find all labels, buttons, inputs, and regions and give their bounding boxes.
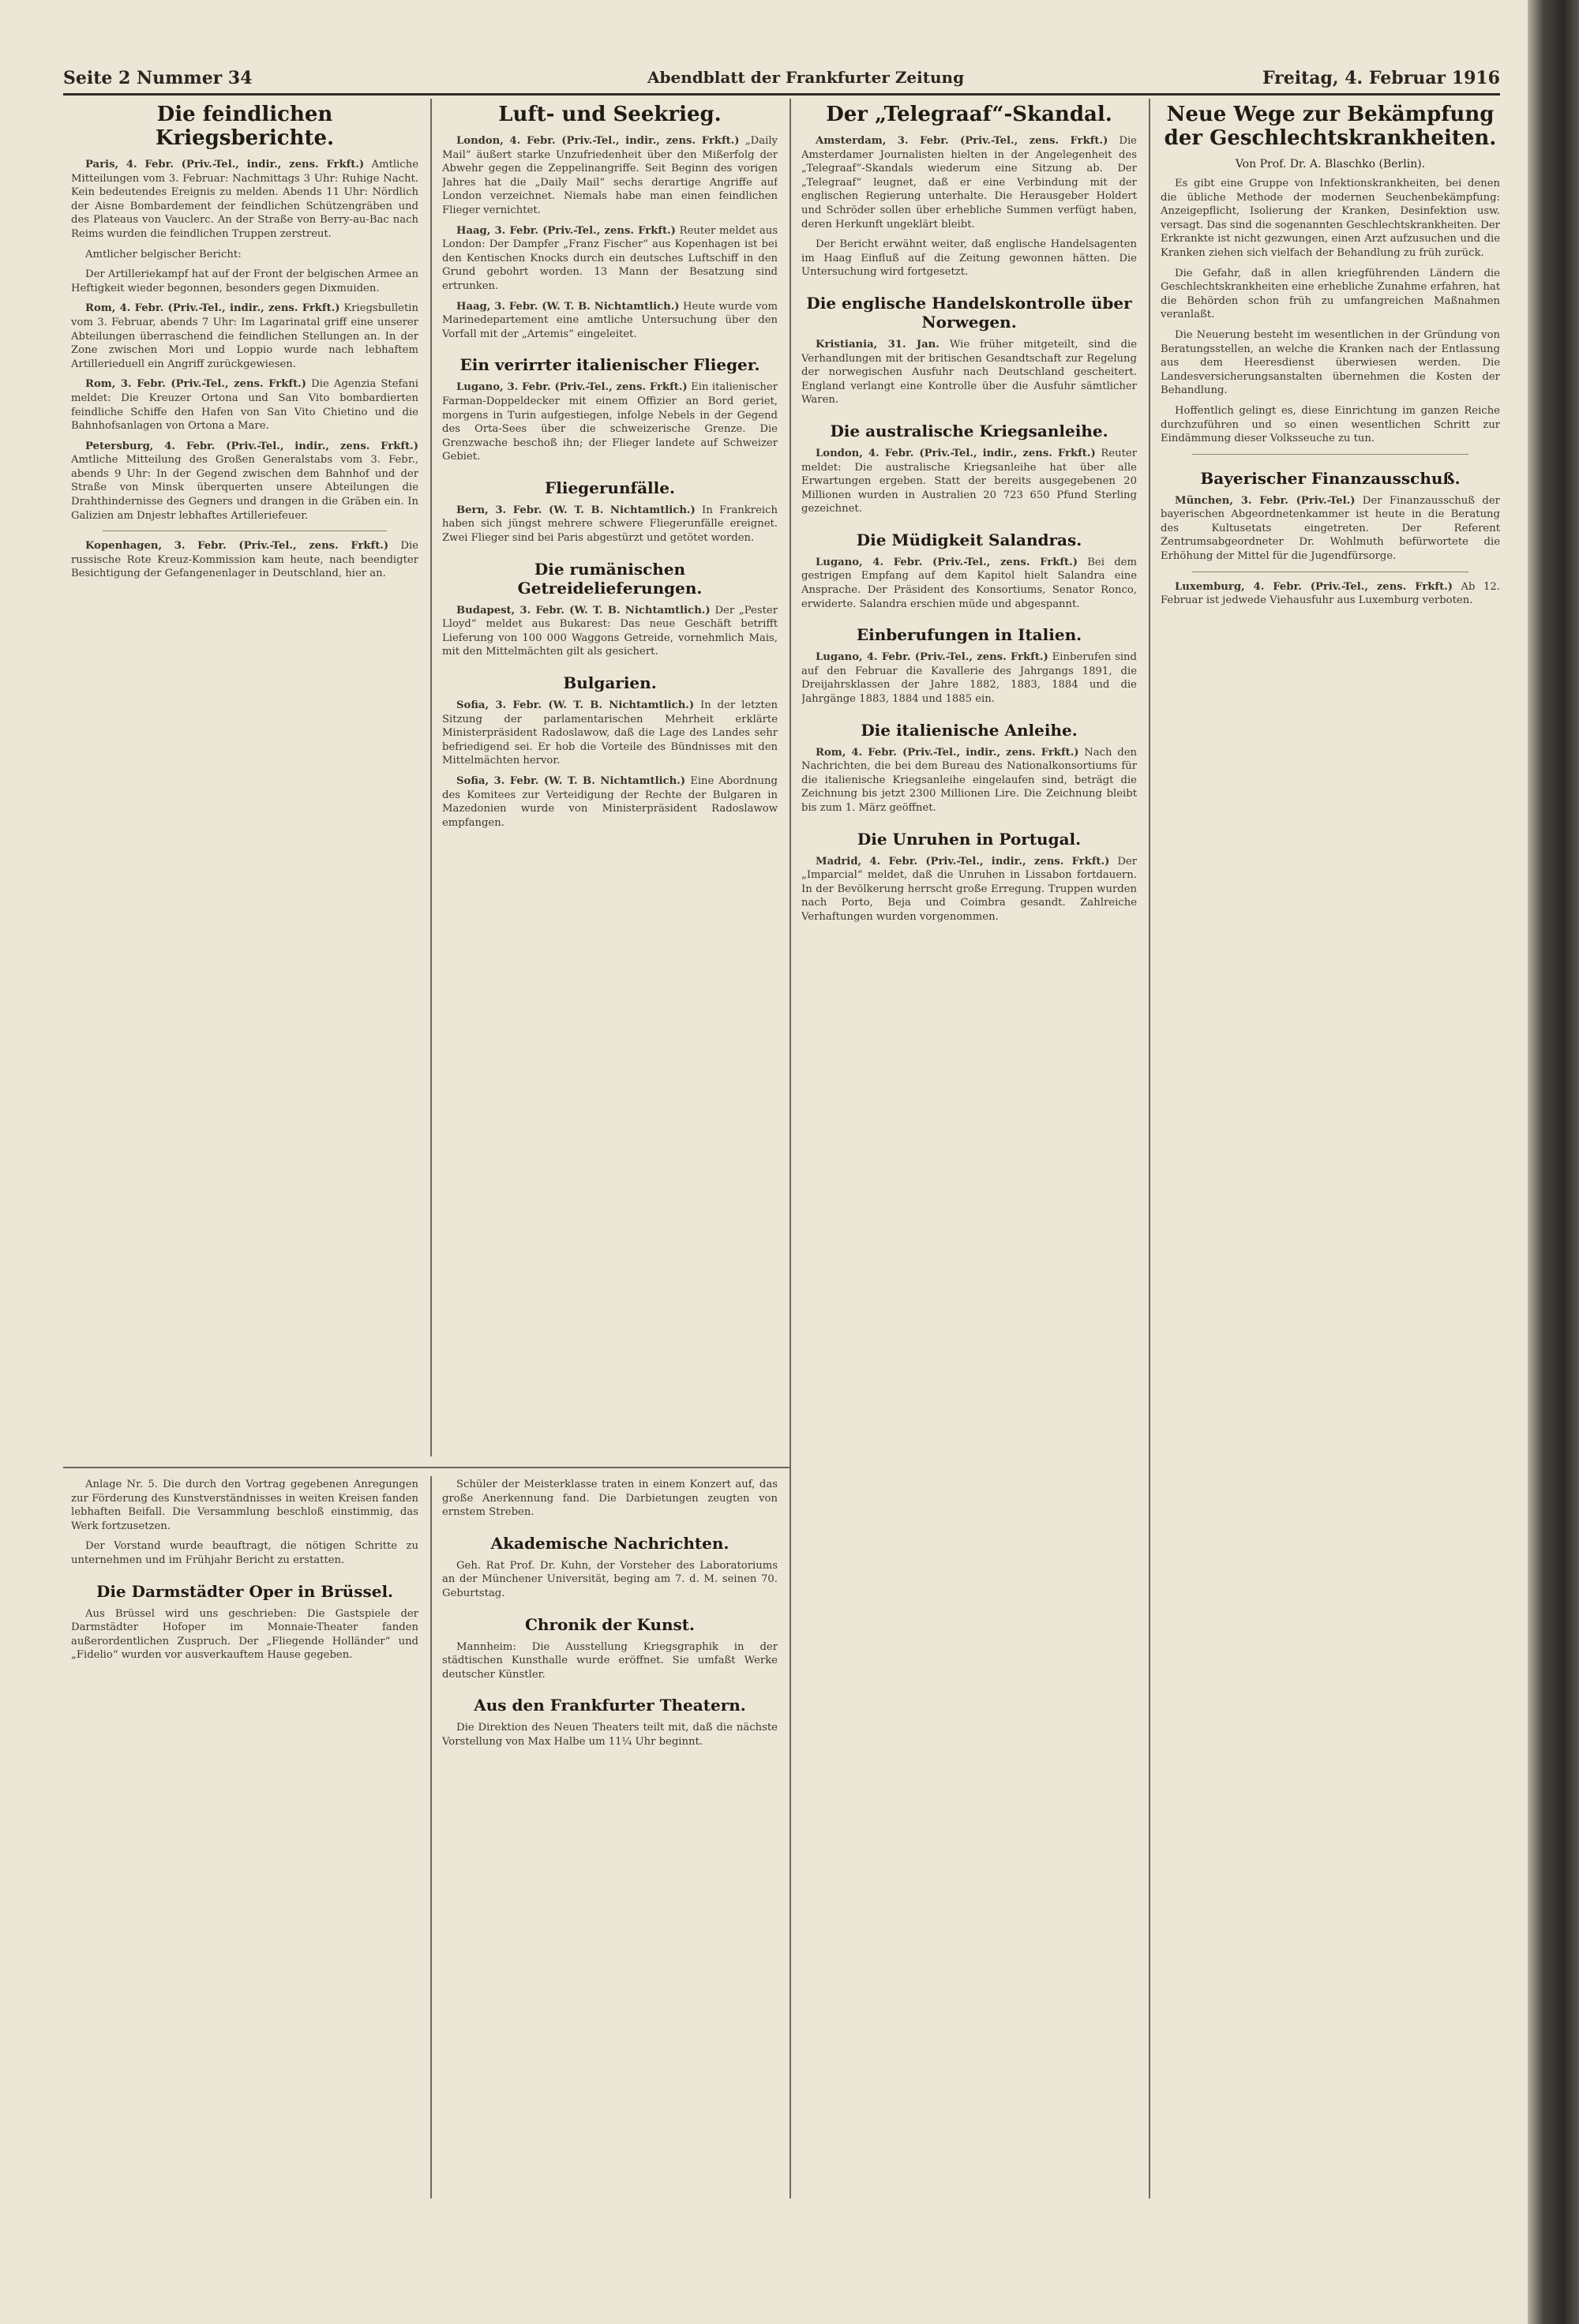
issue-date: Freitag, 4. Februar 1916 <box>1262 68 1500 88</box>
paragraph: Petersburg, 4. Febr. (Priv.-Tel., indir., zens. Frkft.) Amtliche Mitteilung des Großen Generalstabs vom 3. Febr., abends 9 Uhr: In der Gegend zwischen dem Bahnhof und der Straße von Minsk überquerten unsere Abteilungen die Drahthindernisse des Gegners und drangen in die Gräben ein. In Galizien am Dnjestr lebhaftes Artilleriefeuer. <box>71 440 418 522</box>
paragraph: München, 3. Febr. (Priv.-Tel.) Der Finanzausschuß der bayerischen Abgeordnetenkammer ist heute in die Beratung des Kultusetats eingetreten. Der Referent Zentrumsabgeordneter Dr. Wohlmuth befürwortete die Erhöhung der Mittel für die Jugendfürsorge. <box>1161 494 1500 563</box>
dateline: Lugano, 4. Febr. (Priv.-Tel., zens. Frkft.) <box>816 556 1078 568</box>
paragraph: Paris, 4. Febr. (Priv.-Tel., indir., zens. Frkft.) Amtliche Mitteilungen vom 3. Februar: Nachmittags 3 Uhr: Ruhige Nacht. Kein bedeutendes Ereignis zu melden. Abends 11 Uhr: Nördlich der Aisne Bombardement der feindlichen Schützengräben und des Plateaus von Vauclerc. An der Straße von Berry-au-Bac nach Reims wurden die feindlichen Truppen zerstreut. <box>71 159 418 240</box>
paragraph: Haag, 3. Febr. (W. T. B. Nichtamtlich.) Heute wurde vom Marinedepartement eine amtliche Untersuchung über den Vorfall mit der „Artemis“ eingeleitet. <box>442 300 778 340</box>
paragraph: Die Direktion des Neuen Theaters teilt mit, daß die nächste Vorstellung von Max Halbe um 11¼ Uhr beginnt. <box>442 1722 778 1748</box>
dateline: Madrid, 4. Febr. (Priv.-Tel., indir., zens. Frkft.) <box>816 855 1110 868</box>
dateline: Lugano, 3. Febr. (Priv.-Tel., zens. Frkft.) <box>456 381 688 394</box>
section-heading: Die Unruhen in Portugal. <box>857 829 1082 849</box>
paragraph: Bern, 3. Febr. (W. T. B. Nichtamtlich.) In Frankreich haben sich jüngst mehrere schwere Fliegerunfälle ereignet. Zwei Flieger sind bei Paris abgestürzt und getötet worden. <box>442 504 778 545</box>
section-heading: Die Darmstädter Oper in Brüssel. <box>96 1581 394 1601</box>
masthead: Abendblatt der Frankfurter Zeitung <box>647 68 965 87</box>
section-heading: Die Müdigkeit Salandras. <box>856 530 1082 549</box>
article-title: Der „Telegraaf“-Skandal. <box>826 103 1112 126</box>
feuilleton-column-1 <box>71 1478 418 2192</box>
dateline: Lugano, 4. Febr. (Priv.-Tel., zens. Frkft.) <box>816 651 1048 664</box>
paragraph: Anlage Nr. 5. Die durch den Vortrag gegebenen Anregungen zur Förderung des Kunstverständnisses in weiten Kreisen fanden lebhaften Beifall. Die Versammlung beschloß einstimmig, das Werk fortzusetzen. <box>71 1479 418 1532</box>
dateline: Bern, 3. Febr. (W. T. B. Nichtamtlich.) <box>456 504 696 516</box>
paragraph: Rom, 4. Febr. (Priv.-Tel., indir., zens. Frkft.) Nach den Nachrichten, die bei dem Bureau des Nationalkonsortiums für die italienische Kriegsanleihe eingelaufen sind, beträgt die Zeichnung bis jetzt 2300 Millionen Lire. Die Zeichnung bleibt bis zum 1. März geöffnet. <box>801 746 1137 814</box>
column-4 <box>1161 103 1500 2195</box>
column-rule <box>430 1476 432 2198</box>
paragraph: Hoffentlich gelingt es, diese Einrichtung im ganzen Reiche durchzuführen und so einen wesentlichen Schritt zur Eindämmung dieser Volksseuche zu tun. <box>1161 404 1500 445</box>
section-heading: Bulgarien. <box>563 673 657 693</box>
paragraph: Der Bericht erwähnt weiter, daß englische Handelsagenten im Haag Einfluß auf die Zeitung gewonnen hätten. Die Untersuchung wird fortgesetzt. <box>801 238 1137 279</box>
column-2 <box>442 103 778 1456</box>
paragraph: Luxemburg, 4. Febr. (Priv.-Tel., zens. Frkft.) Ab 12. Februar ist jedwede Viehausfuhr aus Luxemburg verboten. <box>1161 580 1500 607</box>
page-header <box>63 62 1500 96</box>
paragraph: Sofia, 3. Febr. (W. T. B. Nichtamtlich.) In der letzten Sitzung der parlamentarischen Mehrheit erklärte Ministerpräsident Radoslawow, daß die Lage des Landes sehr befriedigend sei. Er hob die Vorteile des Bündnisses mit den Mittelmächten hervor. <box>442 699 778 767</box>
separator <box>1192 454 1468 455</box>
dateline: Budapest, 3. Febr. (W. T. B. Nichtamtlich.) <box>456 604 711 617</box>
paragraph: Budapest, 3. Febr. (W. T. B. Nichtamtlich.) Der „Pester Lloyd“ meldet aus Bukarest: Das neue Geschäft betrifft Lieferung von 100 000 Waggons Getreide, vornehmlich Mais, mit den Mittelmächten gilt als gesichert. <box>442 604 778 658</box>
article-title: Luft- und Seekrieg. <box>498 103 722 126</box>
section-heading: Chronik der Kunst. <box>525 1614 695 1634</box>
paragraph: Rom, 3. Febr. (Priv.-Tel., zens. Frkft.) Die Agenzia Stefani meldet: Die Kreuzer Ortona und San Vito bombardierten feindliche Schiffe den Hafen von San Vito Chietino und die Bahnhofsanlagen von Ortona a Mare. <box>71 378 418 433</box>
dateline: Kopenhagen, 3. Febr. (Priv.-Tel., zens. Frkft.) <box>85 540 389 553</box>
dateline: Rom, 3. Febr. (Priv.-Tel., zens. Frkft.) <box>85 378 306 391</box>
dateline: Rom, 4. Febr. (Priv.-Tel., indir., zens. Frkft.) <box>816 746 1079 759</box>
column-rule <box>430 99 432 1456</box>
paragraph: Lugano, 4. Febr. (Priv.-Tel., zens. Frkft.) Einberufen sind auf den Februar die Kavallerie des Jahrgangs 1891, die Dreijahrsklassen der Jahre 1882, 1883, 1884 und die Jahrgänge 1883, 1884 und 1885 ein. <box>801 651 1137 706</box>
dateline: Sofia, 3. Febr. (W. T. B. Nichtamtlich.) <box>456 699 695 712</box>
paragraph: Es gibt eine Gruppe von Infektionskrankheiten, bei denen die übliche Methode der modernen Seuchenbekämpfung: Anzeigepflicht, Isolierung der Kranken, Desinfektion usw. versagt. Das sind die sogenannten Geschlechtskrankheiten. Der Erkrankte ist nicht gezwungen, einen Arzt aufzusuchen und die Kranken ziehen sich vielfach der Behandlung zu früh zurück. <box>1161 178 1500 259</box>
section-heading: Die rumänischen Getreidelieferungen. <box>517 559 703 598</box>
dateline: Kristiania, 31. Jan. <box>816 338 940 350</box>
paragraph: Lugano, 3. Febr. (Priv.-Tel., zens. Frkft.) Ein italienischer Farman-Doppeldecker mit einem Offizier an Bord geriet, morgens in Turin aufgestiegen, infolge Nebels in der Gegend des Orta-Sees über die schweizerische Grenze. Die Grenzwache beschoß ihn; der Flieger landete auf Schweizer Gebiet. <box>442 381 778 463</box>
feuilleton-column-2 <box>442 1478 778 2192</box>
dateline: Paris, 4. Febr. (Priv.-Tel., indir., zens. Frkft.) <box>85 159 365 171</box>
paragraph: Aus Brüssel wird uns geschrieben: Die Gastspiele der Darmstädter Hofoper im Monnaie-Theater fanden außerordentlichen Zuspruch. Der „Fliegende Holländer“ und „Fidelio“ wurden vor ausverkauftem Hause gegeben. <box>71 1607 418 1662</box>
column-1 <box>71 103 418 1456</box>
dateline: Sofia, 3. Febr. (W. T. B. Nichtamtlich.) <box>456 775 686 787</box>
section-heading: Ein verirrter italienischer Flieger. <box>459 355 760 375</box>
section-heading: Aus den Frankfurter Theatern. <box>474 1696 746 1715</box>
dateline: Haag, 3. Febr. (W. T. B. Nichtamtlich.) <box>456 300 680 313</box>
section-heading: Die italienische Anleihe. <box>861 720 1078 740</box>
dateline: Luxemburg, 4. Febr. (Priv.-Tel., zens. Frkft.) <box>1175 580 1453 593</box>
byline: Von Prof. Dr. A. Blaschko (Berlin). <box>1235 158 1426 171</box>
paragraph: Kopenhagen, 3. Febr. (Priv.-Tel., zens. Frkft.) Die russische Rote Kreuz-Kommission kam heute, nach beendigter Besichtigung der Gefangenenlager in Deutschland, hier an. <box>71 540 418 580</box>
article-title: Die feindlichen Kriegsberichte. <box>155 103 335 150</box>
paragraph: Geh. Rat Prof. Dr. Kuhn, der Vorsteher des Laboratoriums an der Münchener Universität, beging am 7. d. M. seinen 70. Geburtstag. <box>442 1559 778 1599</box>
paragraph: Schüler der Meisterklasse traten in einem Konzert auf, das große Anerkennung fand. Die Darbietungen zeugten von ernstem Streben. <box>442 1479 778 1519</box>
column-rule <box>1149 99 1150 2198</box>
paragraph: Madrid, 4. Febr. (Priv.-Tel., indir., zens. Frkft.) Der „Imparcial“ meldet, daß die Unruhen in Lissabon fortdauern. In der Bevölkerung herrscht große Erregung. Truppen wurden nach Porto, Beja und Coimbra gesandt. Zahlreiche Verhaftungen wurden vorgenommen. <box>801 855 1137 923</box>
section-heading: Bayerischer Finanzausschuß. <box>1200 468 1461 488</box>
paragraph: London, 4. Febr. (Priv.-Tel., indir., zens. Frkft.) Reuter meldet: Die australische Kriegsanleihe hat über alle Erwartungen ergeben. Statt der bereits ausgegebenen 20 Millionen wurden in Australien 20 723 650 Pfund Sterling gezeichnet. <box>801 447 1137 515</box>
article-title: Neue Wege zur Bekämpfung der Geschlechtskrankheiten. <box>1164 103 1497 150</box>
section-heading: Fliegerunfälle. <box>545 478 675 497</box>
section-heading: Akademische Nachrichten. <box>490 1533 729 1553</box>
paragraph-heading: Amtlicher belgischer Bericht: <box>85 248 242 261</box>
dateline: London, 4. Febr. (Priv.-Tel., indir., zens. Frkft.) <box>456 135 740 147</box>
dateline: Petersburg, 4. Febr. (Priv.-Tel., indir., zens. Frkft.) <box>85 440 418 452</box>
dateline: Haag, 3. Febr. (Priv.-Tel., zens. Frkft.) <box>456 224 676 237</box>
column-rule <box>790 99 791 2198</box>
section-heading: Die englische Handelskontrolle über Norwegen. <box>806 293 1132 332</box>
page-number: Seite 2 Nummer 34 <box>63 68 253 88</box>
paragraph: Die Gefahr, daß in allen kriegführenden Ländern die Geschlechtskrankheiten eine erhebliche Zunahme erfahren, hat die Behörden schon früh zu umfangreichen Maßnahmen veranlaßt. <box>1161 267 1500 321</box>
paragraph: London, 4. Febr. (Priv.-Tel., indir., zens. Frkft.) „Daily Mail“ äußert starke Unzufriedenheit über den Mißerfolg der Abwehr gegen die Zeppelinangriffe. Seit Beginn des vorigen Jahres hat die „Daily Mail“ sechs derartige Angriffe auf London verzeichnet. Niemals habe man einen feindlichen Flieger vernichtet. <box>442 135 778 216</box>
column-3 <box>801 103 1137 2195</box>
paragraph: Mannheim: Die Ausstellung Kriegsgraphik in der städtischen Kunsthalle wurde eröffnet. Sie umfaßt Werke deutscher Künstler. <box>442 1640 778 1681</box>
dateline: Amsterdam, 3. Febr. (Priv.-Tel., zens. Frkft.) <box>816 135 1108 147</box>
paragraph: Die Neuerung besteht im wesentlichen in der Gründung von Beratungsstellen, an welche die Kranken nach der Entlassung aus dem Heeresdienst überwiesen werden. Die Landesversicherungsanstalten übernehmen die Kosten der Behandlung. <box>1161 328 1500 397</box>
paragraph: Sofia, 3. Febr. (W. T. B. Nichtamtlich.) Eine Abordnung des Komitees zur Verteidigung der Rechte der Bulgaren in Mazedonien wurde von Ministerpräsident Radoslawow empfangen. <box>442 775 778 829</box>
section-heading: Die australische Kriegsanleihe. <box>830 421 1108 440</box>
dateline: London, 4. Febr. (Priv.-Tel., indir., zens. Frkft.) <box>816 447 1096 459</box>
page-gutter <box>1528 0 1579 2324</box>
dateline: München, 3. Febr. (Priv.-Tel.) <box>1175 494 1356 507</box>
paragraph: Der Vorstand wurde beauftragt, die nötigen Schritte zu unternehmen und im Frühjahr Bericht zu erstatten. <box>71 1540 418 1566</box>
paragraph: Amsterdam, 3. Febr. (Priv.-Tel., zens. Frkft.) Die Amsterdamer Journalisten hielten in der Angelegenheit des „Telegraaf“-Skandals wiederum eine Sitzung ab. Der „Telegraaf“ leugnet, daß er eine Verbindung mit der englischen Regierung unterhalte. Die Herausgeber Holdert und Schröder sollen über erhebliche Summen verfügt haben, deren Herkunft ungeklärt bleibt. <box>801 135 1137 231</box>
section-heading: Einberufungen in Italien. <box>856 625 1082 645</box>
paragraph: Lugano, 4. Febr. (Priv.-Tel., zens. Frkft.) Bei dem gestrigen Empfang auf dem Kapitol hielt Salandra eine Ansprache. Der Präsident des Konsortiums, Senator Ronco, erwiderte. Salandra erschien müde und abgespannt. <box>801 556 1137 610</box>
paragraph: Der Artilleriekampf hat auf der Front der belgischen Armee an Heftigkeit wieder begonnen, besonders gegen Dixmuiden. <box>71 268 418 294</box>
separator <box>103 530 387 531</box>
paragraph: Haag, 3. Febr. (Priv.-Tel., zens. Frkft.) Reuter meldet aus London: Der Dampfer „Franz Fischer“ aus Kopenhagen ist bei den Kentischen Knocks durch ein deutsches Luftschiff in den Grund gebohrt worden. 13 Mann der Besatzung sind ertrunken. <box>442 224 778 292</box>
feuilleton-rule <box>63 1467 790 1468</box>
paragraph: Rom, 4. Febr. (Priv.-Tel., indir., zens. Frkft.) Kriegsbulletin vom 3. Februar, abends 7 Uhr: Im Lagarinatal griff eine unserer Abteilungen überraschend die feindlichen Stellungen an. In der Zone zwischen Mori und Loppio wurde nach lebhaftem Artillerieduell ein Angriff zurückgewiesen. <box>71 302 418 370</box>
paragraph: Kristiania, 31. Jan. Wie früher mitgeteilt, sind die Verhandlungen mit der britischen Gesandtschaft zur Regelung der norwegischen Ausfuhr nach Deutschland gescheitert. England verlangt eine Kontrolle über die Ausfuhr sämtlicher Waren. <box>801 338 1137 407</box>
dateline: Rom, 4. Febr. (Priv.-Tel., indir., zens. Frkft.) <box>85 302 340 315</box>
